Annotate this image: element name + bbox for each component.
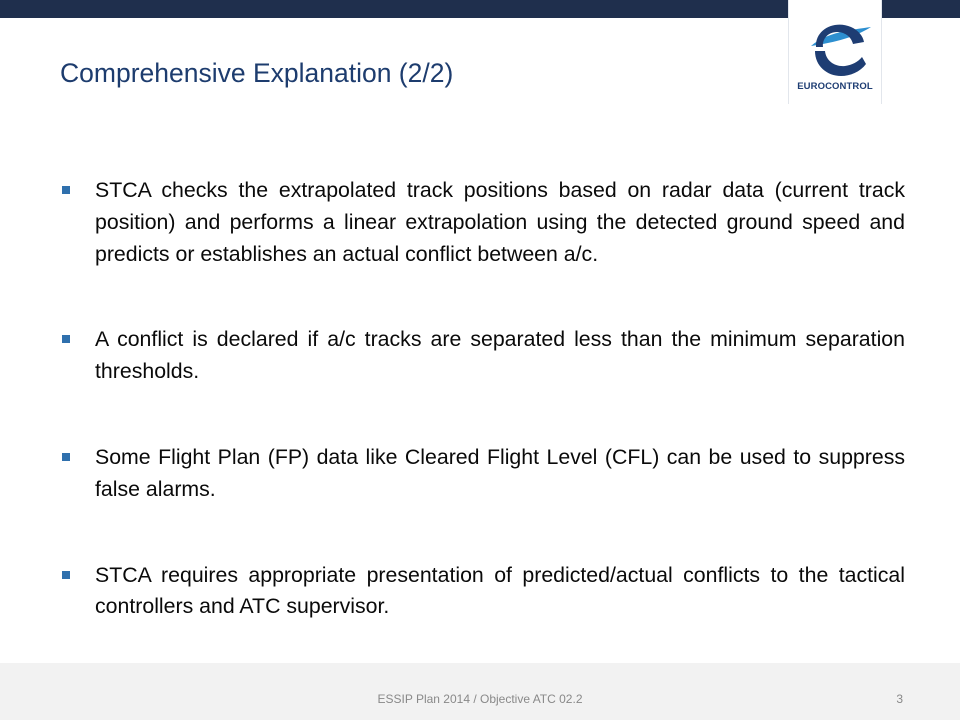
bullet-list: [60, 175, 905, 677]
square-bullet-icon: [62, 186, 70, 194]
bullet-text: STCA requires appropriate presentation of predicted/actual conflicts to the tactical controllers and ATC supervisor.: [95, 562, 905, 619]
eurocontrol-logo-icon: [795, 6, 875, 82]
bullet-item: [60, 560, 905, 624]
bullet-item: [60, 442, 905, 506]
logo-text: EUROCONTROL: [797, 81, 873, 92]
bullet-text: A conflict is declared if a/c tracks are separated less than the minimum separation thresholds.: [95, 327, 905, 384]
footer-text: ESSIP Plan 2014 / Objective ATC 02.2: [377, 692, 583, 706]
square-bullet-icon: [62, 335, 70, 343]
bullet-item: [60, 175, 905, 270]
square-bullet-icon: [62, 453, 70, 461]
eurocontrol-logo: [788, 0, 882, 104]
bullet-text: STCA checks the extrapolated track positions based on radar data (current track position) and performs a linear extrapolation using the detected ground speed and predicts or establishes an actual conflict between a/c.: [95, 178, 905, 266]
bullet-item: [60, 324, 905, 388]
square-bullet-icon: [62, 571, 70, 579]
bullet-text: Some Flight Plan (FP) data like Cleared Flight Level (CFL) can be used to suppress false alarms.: [95, 444, 905, 501]
slide-title: Comprehensive Explanation (2/2): [60, 58, 454, 88]
page-number: 3: [896, 692, 903, 706]
